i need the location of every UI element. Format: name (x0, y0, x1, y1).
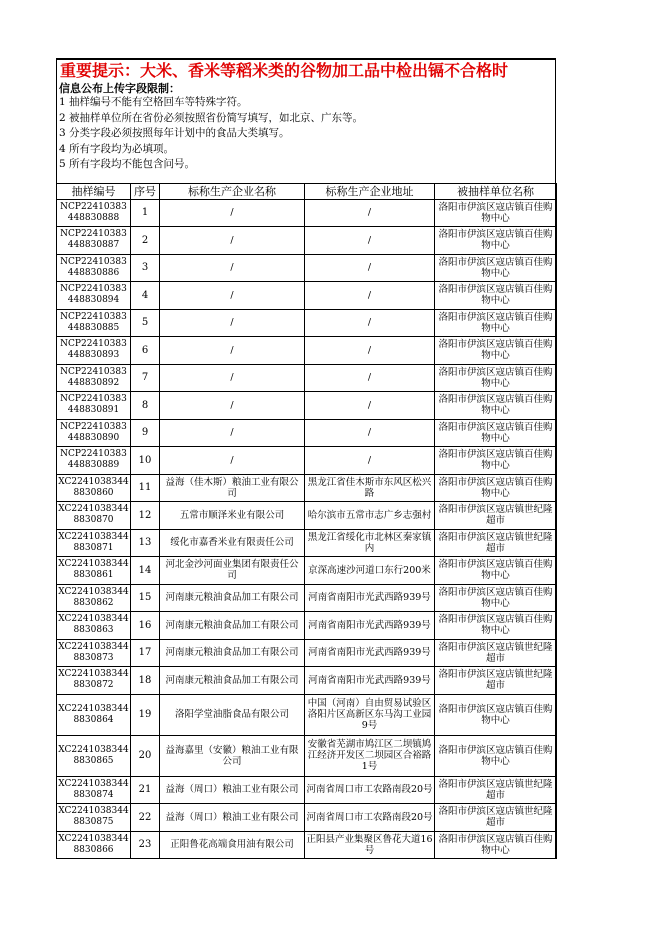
cell-sampled-unit: 洛阳市伊滨区寇店镇百佳购物中心 (435, 612, 557, 640)
cell-sample-id: NCP22410383448830887 (57, 227, 131, 255)
table-row (57, 199, 557, 227)
cell-company: / (160, 392, 305, 420)
cell-sampled-unit: 洛阳市伊滨区寇店镇百佳购物中心 (435, 447, 557, 475)
cell-sampled-unit: 洛阳市伊滨区寇店镇百佳购物中心 (435, 199, 557, 227)
cell-sampled-unit: 洛阳市伊滨区寇店镇百佳购物中心 (435, 337, 557, 365)
cell-sample-id: NCP22410383448830888 (57, 199, 131, 227)
cell-sample-id: XC22410383448830871 (57, 529, 131, 557)
table-row (57, 392, 557, 420)
cell-seq: 15 (131, 584, 160, 612)
cell-sample-id: XC22410383448830866 (57, 831, 131, 859)
cell-company: / (160, 337, 305, 365)
cell-seq: 8 (131, 392, 160, 420)
table-row (57, 447, 557, 475)
cell-company: / (160, 254, 305, 282)
rule-item: 5 所有字段均不能包含问号。 (59, 158, 195, 170)
cell-seq: 16 (131, 612, 160, 640)
cell-seq: 4 (131, 282, 160, 310)
cell-address: / (305, 254, 435, 282)
cell-address: 河南省南阳市光武西路939号 (305, 612, 435, 640)
cell-sample-id: XC22410383448830872 (57, 667, 131, 695)
cell-address: / (305, 199, 435, 227)
header-company: 标称生产企业名称 (160, 183, 305, 199)
cell-seq: 10 (131, 447, 160, 475)
cell-company: / (160, 227, 305, 255)
cell-sampled-unit: 洛阳市伊滨区寇店镇百佳购物中心 (435, 254, 557, 282)
cell-sampled-unit: 洛阳市伊滨区寇店镇百佳购物中心 (435, 282, 557, 310)
table-row (57, 474, 557, 502)
cell-sample-id: NCP22410383448830890 (57, 419, 131, 447)
table-row (57, 667, 557, 695)
table-row (57, 776, 557, 804)
cell-address: 河南省南阳市光武西路939号 (305, 584, 435, 612)
cell-sampled-unit: 洛阳市伊滨区寇店镇百佳购物中心 (435, 694, 557, 735)
table-row (57, 612, 557, 640)
cell-seq: 13 (131, 529, 160, 557)
cell-company: 绥化市嘉香米业有限责任公司 (160, 529, 305, 557)
cell-sampled-unit: 洛阳市伊滨区寇店镇百佳购物中心 (435, 474, 557, 502)
cell-seq: 20 (131, 735, 160, 776)
cell-sampled-unit: 洛阳市伊滨区寇店镇世纪隆超市 (435, 639, 557, 667)
cell-company: 河南康元粮油食品加工有限公司 (160, 639, 305, 667)
table-row (57, 584, 557, 612)
important-notice: 重要提示：大米、香米等稻米类的谷物加工品中检出镉不合格时 (60, 61, 509, 80)
cell-seq: 18 (131, 667, 160, 695)
cell-sampled-unit: 洛阳市伊滨区寇店镇百佳购物中心 (435, 584, 557, 612)
table-row (57, 309, 557, 337)
cell-address: 正阳县产业集聚区鲁花大道16号 (305, 831, 435, 859)
cell-address: / (305, 447, 435, 475)
table-row (57, 419, 557, 447)
cell-seq: 6 (131, 337, 160, 365)
table-row (57, 639, 557, 667)
cell-address: / (305, 337, 435, 365)
cell-seq: 22 (131, 804, 160, 832)
cell-company: / (160, 199, 305, 227)
cell-seq: 1 (131, 199, 160, 227)
cell-seq: 17 (131, 639, 160, 667)
cell-sample-id: NCP22410383448830885 (57, 309, 131, 337)
cell-sample-id: XC22410383448830874 (57, 776, 131, 804)
table-row (57, 364, 557, 392)
rule-item: 1 抽样编号不能有空格回车等特殊字符。 (59, 96, 248, 108)
cell-company: 益海（周口）粮油工业有限公司 (160, 804, 305, 832)
cell-address: / (305, 309, 435, 337)
cell-sample-id: NCP22410383448830893 (57, 337, 131, 365)
cell-company: 洛阳学堂油脂食品有限公司 (160, 694, 305, 735)
cell-address: / (305, 227, 435, 255)
header-sample-id: 抽样编号 (57, 183, 131, 199)
cell-seq: 7 (131, 364, 160, 392)
cell-address: 河南省周口市工农路南段20号 (305, 776, 435, 804)
cell-sample-id: XC22410383448830860 (57, 474, 131, 502)
cell-sampled-unit: 洛阳市伊滨区寇店镇世纪隆超市 (435, 502, 557, 530)
cell-company: / (160, 282, 305, 310)
cell-company: / (160, 419, 305, 447)
cell-seq: 5 (131, 309, 160, 337)
cell-seq: 2 (131, 227, 160, 255)
cell-address: 京深高速沙河道口东行200米 (305, 557, 435, 585)
cell-company: / (160, 309, 305, 337)
cell-address: 哈尔滨市五常市志广乡志强村 (305, 502, 435, 530)
cell-sample-id: NCP22410383448830886 (57, 254, 131, 282)
rule-item: 2 被抽样单位所在省份必须按照省份简写填写，如北京、广东等。 (59, 111, 363, 124)
cell-sampled-unit: 洛阳市伊滨区寇店镇百佳购物中心 (435, 364, 557, 392)
rule-item: 4 所有字段均为必填项。 (59, 142, 174, 155)
table-row (57, 254, 557, 282)
cell-sample-id: NCP22410383448830894 (57, 282, 131, 310)
cell-seq: 3 (131, 254, 160, 282)
cell-company: 益海嘉里（安徽）粮油工业有限公司 (160, 735, 305, 776)
table-row (57, 804, 557, 832)
cell-sample-id: NCP22410383448830891 (57, 392, 131, 420)
cell-company: 正阳鲁花高端食用油有限公司 (160, 831, 305, 859)
cell-sample-id: XC22410383448830861 (57, 557, 131, 585)
cell-sample-id: XC22410383448830863 (57, 612, 131, 640)
header-address: 标称生产企业地址 (305, 183, 435, 199)
cell-sampled-unit: 洛阳市伊滨区寇店镇百佳购物中心 (435, 309, 557, 337)
cell-company: 河南康元粮油食品加工有限公司 (160, 612, 305, 640)
cell-sampled-unit: 洛阳市伊滨区寇店镇百佳购物中心 (435, 735, 557, 776)
cell-address: 中国（河南）自由贸易试验区洛阳片区高新区东马沟工业园9号 (305, 694, 435, 735)
table-row (57, 735, 557, 776)
cell-company: 河南康元粮油食品加工有限公司 (160, 667, 305, 695)
cell-sampled-unit: 洛阳市伊滨区寇店镇世纪隆超市 (435, 804, 557, 832)
cell-seq: 11 (131, 474, 160, 502)
cell-sampled-unit: 洛阳市伊滨区寇店镇世纪隆超市 (435, 529, 557, 557)
cell-address: 安徽省芜湖市鸠江区二坝镇鸠江经济开发区二坝园区合裕路1号 (305, 735, 435, 776)
cell-sampled-unit: 洛阳市伊滨区寇店镇百佳购物中心 (435, 227, 557, 255)
cell-seq: 9 (131, 419, 160, 447)
cell-address: / (305, 392, 435, 420)
sampling-table (56, 183, 557, 860)
header-sampled-unit: 被抽样单位名称 (435, 183, 557, 199)
table-row (57, 831, 557, 859)
field-rules (57, 82, 555, 183)
cell-company: 河南康元粮油食品加工有限公司 (160, 584, 305, 612)
cell-seq: 19 (131, 694, 160, 735)
cell-address: 河南省周口市工农路南段20号 (305, 804, 435, 832)
cell-address: 河南省南阳市光武西路939号 (305, 667, 435, 695)
cell-seq: 23 (131, 831, 160, 859)
spreadsheet-page (56, 58, 556, 859)
cell-sampled-unit: 洛阳市伊滨区寇店镇百佳购物中心 (435, 831, 557, 859)
cell-address: / (305, 364, 435, 392)
cell-sample-id: XC22410383448830864 (57, 694, 131, 735)
cell-sample-id: XC22410383448830875 (57, 804, 131, 832)
cell-sampled-unit: 洛阳市伊滨区寇店镇百佳购物中心 (435, 557, 557, 585)
table-row (57, 227, 557, 255)
cell-company: / (160, 447, 305, 475)
table-row (57, 557, 557, 585)
cell-address: / (305, 282, 435, 310)
table-row (57, 282, 557, 310)
cell-sample-id: XC22410383448830862 (57, 584, 131, 612)
cell-company: 益海（佳木斯）粮油工业有限公司 (160, 474, 305, 502)
table-row (57, 529, 557, 557)
cell-sample-id: NCP22410383448830889 (57, 447, 131, 475)
cell-company: 益海（周口）粮油工业有限公司 (160, 776, 305, 804)
cell-sample-id: XC22410383448830870 (57, 502, 131, 530)
table-row (57, 337, 557, 365)
cell-sampled-unit: 洛阳市伊滨区寇店镇世纪隆超市 (435, 776, 557, 804)
cell-sample-id: XC22410383448830865 (57, 735, 131, 776)
cell-company: 五常市顺泽米业有限公司 (160, 502, 305, 530)
table-header-row (57, 183, 557, 199)
cell-company: 河北金沙河面业集团有限责任公司 (160, 557, 305, 585)
cell-address: 河南省南阳市光武西路939号 (305, 639, 435, 667)
cell-sample-id: XC22410383448830873 (57, 639, 131, 667)
cell-company: / (160, 364, 305, 392)
table-row (57, 694, 557, 735)
table-row (57, 502, 557, 530)
cell-sampled-unit: 洛阳市伊滨区寇店镇世纪隆超市 (435, 667, 557, 695)
cell-seq: 12 (131, 502, 160, 530)
cell-sample-id: NCP22410383448830892 (57, 364, 131, 392)
rule-item: 3 分类字段必须按照每年计划中的食品大类填写。 (59, 127, 290, 139)
cell-seq: 14 (131, 557, 160, 585)
header-seq: 序号 (131, 183, 160, 199)
cell-seq: 21 (131, 776, 160, 804)
cell-sampled-unit: 洛阳市伊滨区寇店镇百佳购物中心 (435, 419, 557, 447)
cell-address: 黑龙江省绥化市北林区秦家镇内 (305, 529, 435, 557)
cell-address: / (305, 419, 435, 447)
cell-sampled-unit: 洛阳市伊滨区寇店镇百佳购物中心 (435, 392, 557, 420)
cell-address: 黑龙江省佳木斯市东风区松兴路 (305, 474, 435, 502)
rules-title: 信息公布上传字段限制： (59, 82, 180, 95)
